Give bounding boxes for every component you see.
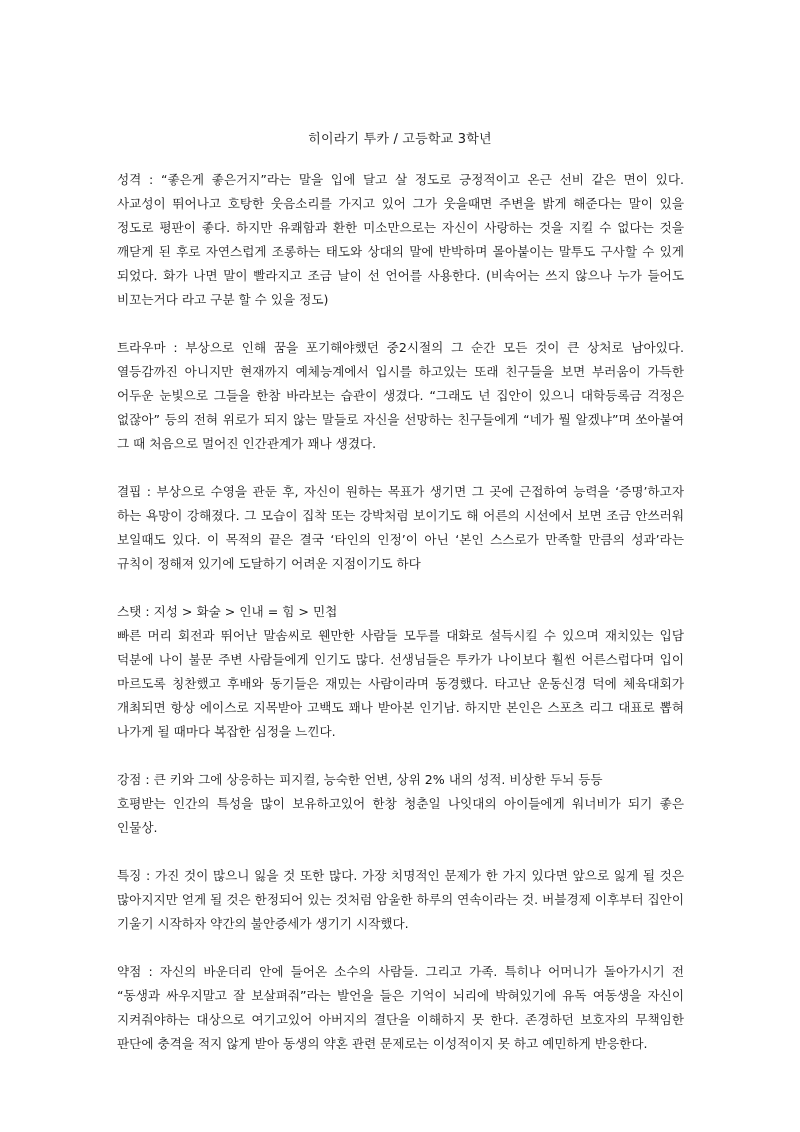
section-personality — [117, 168, 684, 312]
section-traits — [117, 864, 684, 936]
section-strengths — [117, 768, 684, 840]
stats-header: 스탯 : 지성 > 화술 > 인내 = 힘 > 민첩 — [117, 604, 338, 619]
strengths-line-2: 호평받는 인간의 특성을 많이 보유하고있어 한창 청춘일 나잇대의 아이들에게 워너비가 되기 좋은 인물상. — [117, 796, 684, 835]
document-title: 히이라기 투카 / 고등학교 3학년 — [308, 132, 492, 147]
section-stats — [117, 600, 684, 744]
stats-text: 빠른 머리 회전과 뛰어난 말솜씨로 웬만한 사람들 모두를 대화로 설득시킬 수 있으며 재치있는 입담 덕분에 나이 불문 주변 사람들에게 인기도 많다. 선생님들은 투카가 나이보다 훨씬 어른스럽다며 입이 마르도록 칭찬했고 후배와 동기들은 재밌는 사람이라며 동경했다. 타고난 운동신경 덕에 체육대회가 개최되면 항상 에이스로 지목받아 고백도 꽤나 받아본 인기남. 하지만 본인은 스포츠 리그 대표로 뽑혀 나가게 될 때마다 복잡한 심정을 느낀다. — [117, 628, 684, 739]
section-trauma — [117, 336, 684, 456]
trauma-text: 트라우마 : 부상으로 인해 꿈을 포기해야했던 중2시절의 그 순간 모든 것이 큰 상처로 남아있다. 열등감까진 아니지만 현재까지 예체능계에서 입시를 하고있는 또래 친구들을 보면 부러움이 가득한 어두운 눈빛으로 그들을 한참 바라보는 습관이 생겼다. “그래도 넌 집안이 있으니 대학등록금 걱정은 없잖아” 등의 전혀 위로가 되지 않는 말들로 자신을 선망하는 친구들에게 “네가 뭘 알겠냐”며 쏘아붙여 그 때 처음으로 멀어진 인간관계가 꽤나 생겼다. — [117, 340, 684, 451]
document-body — [117, 168, 684, 1080]
deficiency-text: 결핍 : 부상으로 수영을 관둔 후, 자신이 원하는 목표가 생기면 그 곳에 근접하여 능력을 ‘증명’하고자 하는 욕망이 강해졌다. 그 모습이 집착 또는 강박처럼 보이기도 해 어른의 시선에서 보면 조금 안쓰러워 보일때도 있다. 이 목적의 끝은 결국 ‘타인의 인정’이 아닌 ‘본인 스스로가 만족할 만큼의 성과’라는 규칙이 정해져 있기에 도달하기 어려운 지점이기도 하다 — [117, 484, 684, 571]
section-weakness — [117, 960, 684, 1056]
weakness-text: 약점 : 자신의 바운더리 안에 들어온 소수의 사람들. 그리고 가족. 특히나 어머니가 돌아가시기 전 “동생과 싸우지말고 잘 보살펴줘”라는 발언을 들은 기억이 뇌리에 박혀있기에 유독 여동생을 자신이 지켜줘야하는 대상으로 여기고있어 아버지의 결단을 이해하지 못 한다. 존경하던 보호자의 무책임한 판단에 충격을 적지 않게 받아 동생의 약혼 관련 문제로는 이성적이지 못 하고 예민하게 반응한다. — [117, 964, 684, 1051]
strengths-line-1: 강점 : 큰 키와 그에 상응하는 피지컬, 능숙한 언변, 상위 2% 내의 성적. 비상한 두뇌 등등 — [117, 772, 603, 787]
personality-text: 성격 : “좋은게 좋은거지”라는 말을 입에 달고 살 정도로 긍정적이고 온근 선비 같은 면이 있다. 사교성이 뛰어나고 호탕한 웃음소리를 가지고 있어 그가 웃을때면 주변을 밝게 해준다는 말이 있을 정도로 평판이 좋다. 하지만 유쾌함과 환한 미소만으로는 자신이 사랑하는 것을 지킬 수 없다는 것을 깨닫게 된 후로 자연스럽게 조롱하는 태도와 상대의 말에 반박하며 몰아붙이는 말투도 구사할 수 있게 되었다. 화가 나면 말이 빨라지고 조금 날이 선 언어를 사용한다. (비속어는 쓰지 않으나 누가 들어도 비꼬는거다 라고 구분 할 수 있을 정도) — [117, 172, 684, 307]
section-deficiency — [117, 480, 684, 576]
traits-text: 특징 : 가진 것이 많으니 잃을 것 또한 많다. 가장 치명적인 문제가 한 가지 있다면 앞으로 잃게 될 것은 많아지지만 얻게 될 것은 한정되어 있는 것처럼 암울한 하루의 연속이라는 것. 버블경제 이후부터 집안이 기울기 시작하자 약간의 불안증세가 생기기 시작했다. — [117, 868, 684, 931]
